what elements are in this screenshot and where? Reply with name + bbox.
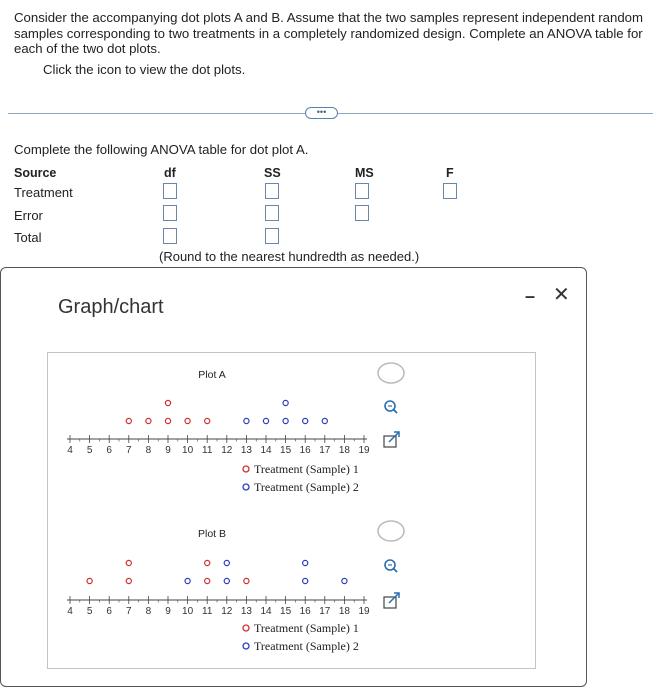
minimize-button[interactable]: – [525, 286, 536, 306]
legend-marker [243, 484, 249, 490]
question-text: Consider the accompanying dot plots A and B. Assume that the two samples represent independent random samples corresponding to two treatments in a completely randomized design. Complete an ANOVA table for each of the two dot plots. [14, 10, 643, 56]
plot-title: Plot A [198, 369, 226, 381]
header-ss: SS [264, 166, 281, 180]
data-dot [342, 578, 347, 583]
data-dot [263, 418, 268, 423]
data-dot [126, 418, 131, 423]
plot-a [67, 369, 370, 494]
data-dot [87, 578, 92, 583]
legend-marker [243, 466, 249, 472]
x-tick-label: 7 [126, 445, 132, 456]
x-tick-label: 13 [240, 445, 252, 456]
x-tick-label: 15 [280, 606, 292, 617]
x-tick-label: 17 [319, 606, 331, 617]
data-dot [303, 578, 308, 583]
x-tick-label: 9 [165, 445, 171, 456]
data-dot [322, 418, 327, 423]
data-dot [244, 578, 249, 583]
data-dot [126, 578, 131, 583]
row-label-total: Total [14, 230, 42, 245]
legend-label: Treatment (Sample) 2 [254, 480, 359, 494]
x-tick-label: 11 [202, 606, 213, 617]
legend-marker [243, 643, 249, 649]
open-external-icon[interactable] [384, 432, 399, 447]
data-dot [303, 560, 308, 565]
x-tick-label: 5 [86, 445, 93, 456]
x-tick-label: 6 [106, 445, 112, 456]
reset-view-icon-b[interactable] [378, 521, 404, 541]
data-dot [126, 560, 131, 565]
anova-prompt: Complete the following ANOVA table for dot plot A. [14, 142, 309, 157]
data-dot [244, 418, 249, 423]
close-button[interactable]: ✕ [553, 284, 570, 306]
x-tick-label: 19 [358, 606, 370, 617]
click-hint: Click the icon to view the dot plots. [43, 62, 246, 77]
reset-view-icon[interactable] [378, 363, 404, 383]
data-dot [205, 560, 210, 565]
x-tick-label: 8 [145, 606, 152, 617]
open-external-icon-b[interactable] [384, 593, 399, 608]
data-dot [283, 418, 288, 423]
header-df: df [164, 166, 176, 180]
data-dot [224, 578, 229, 583]
x-tick-label: 11 [202, 445, 213, 456]
x-tick-label: 19 [358, 445, 370, 456]
data-dot [185, 418, 190, 423]
x-tick-label: 4 [67, 606, 73, 617]
data-dot [205, 578, 210, 583]
x-tick-label: 16 [299, 445, 311, 456]
x-tick-label: 12 [221, 606, 233, 617]
x-tick-label: 5 [86, 606, 93, 617]
zoom-icon-b[interactable] [385, 560, 397, 572]
x-tick-label: 14 [260, 606, 272, 617]
x-tick-label: 18 [338, 606, 350, 617]
legend-marker [243, 625, 249, 631]
x-tick-label: 12 [221, 445, 233, 456]
legend-label: Treatment (Sample) 1 [254, 621, 359, 635]
data-dot [303, 418, 308, 423]
data-dot [224, 560, 229, 565]
x-tick-label: 8 [145, 445, 152, 456]
plot-title: Plot B [197, 528, 227, 540]
legend-label: Treatment (Sample) 2 [254, 639, 359, 653]
data-dot [205, 418, 210, 423]
row-label-treatment: Treatment [14, 185, 73, 200]
x-tick-label: 17 [319, 445, 331, 456]
modal-title: Graph/chart [58, 296, 164, 318]
zoom-icon[interactable] [385, 401, 397, 413]
data-dot [185, 578, 190, 583]
x-tick-label: 10 [182, 606, 194, 617]
header-ms: MS [355, 166, 374, 180]
header-f: F [446, 166, 454, 180]
x-tick-label: 15 [280, 445, 292, 456]
x-tick-label: 18 [338, 445, 350, 456]
header-source: Source [14, 166, 57, 180]
row-label-error: Error [14, 208, 43, 223]
x-tick-label: 14 [260, 445, 272, 456]
rounding-note: (Round to the nearest hundredth as needed.) [159, 249, 420, 264]
data-dot [165, 418, 170, 423]
x-tick-label: 9 [165, 606, 171, 617]
expand-more-button[interactable]: ••• [305, 107, 338, 119]
x-tick-label: 10 [182, 445, 194, 456]
data-dot [165, 400, 170, 405]
legend-label: Treatment (Sample) 1 [254, 462, 359, 476]
x-tick-label: 13 [240, 606, 252, 617]
x-tick-label: 7 [126, 606, 132, 617]
x-tick-label: 6 [106, 606, 112, 617]
data-dot [146, 418, 151, 423]
data-dot [283, 400, 288, 405]
x-tick-label: 16 [299, 606, 311, 617]
plot-b [67, 528, 370, 653]
x-tick-label: 4 [67, 445, 73, 456]
